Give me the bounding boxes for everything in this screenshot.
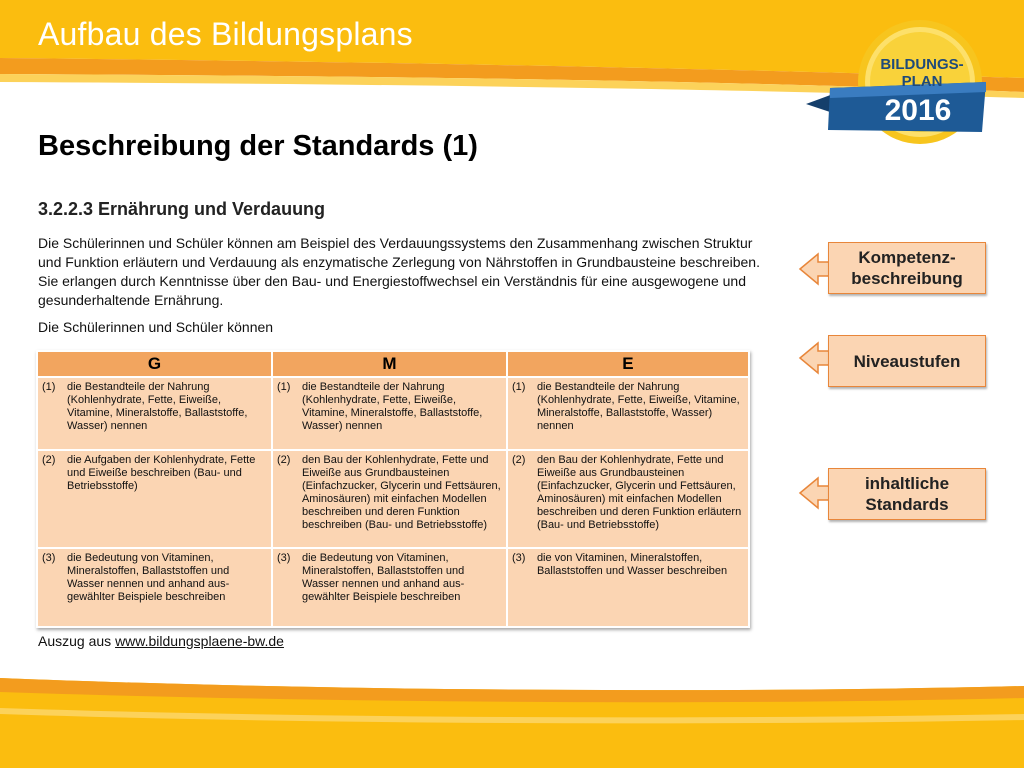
item-number: (3): [511, 552, 526, 564]
table-cell: [38, 549, 271, 626]
table-cell: [38, 451, 271, 547]
source-note: [38, 633, 284, 649]
item-text: den Bau der Kohlenhydrate, Fette und Eiweiße aus Grundbausteinen (Einfachzucker, Glycerin und Fettsäuren, Aminosäuren) mit einfachen Modellen beschreiben und deren Funktion erläutern (Bau- und Betriebsstoffe): [536, 454, 742, 531]
table-cell: [273, 451, 506, 547]
column-header-g: G: [38, 352, 271, 376]
item-number: (3): [276, 552, 291, 564]
callout-niveau-label: Niveaustufen: [828, 335, 986, 387]
bildungsplan-badge: [800, 18, 990, 158]
item-text: die Aufgaben der Kohlenhydrate, Fette und Eiweiße beschreiben (Bau- und Betriebsstoffe): [67, 454, 256, 492]
item-number: (1): [511, 381, 526, 393]
callout-kompetenz: [798, 242, 988, 296]
table-row: [38, 378, 748, 449]
badge-label-line1: BILDUNGS-: [880, 56, 964, 73]
item-text: die Bestandteile der Nahrung (Kohlenhydrate, Fette, Eiweiße, Vitamine, Mineralstoffe, Ballaststoffe, Wasser) nennen: [67, 381, 248, 432]
footer-band: [0, 648, 1024, 768]
column-header-m: M: [273, 352, 506, 376]
page-title: Beschreibung der Standards (1): [38, 130, 478, 162]
standards-table: [36, 350, 750, 628]
item-number: (1): [42, 381, 56, 393]
item-text: die Bedeutung von Vitaminen, Mineralstoffen, Ballaststoffen und Wasser nennen und anhand aus-gewählter Beispiele beschreiben: [67, 552, 230, 603]
badge-label-line2: PLAN: [901, 73, 943, 90]
header-title: Aufbau des Bildungsplans: [38, 16, 413, 52]
item-number: (1): [276, 381, 291, 393]
badge-year: 2016: [884, 94, 952, 127]
item-text: die von Vitaminen, Mineralstoffen, Ballaststoffen und Wasser beschreiben: [536, 552, 728, 577]
source-prefix: Auszug aus: [38, 633, 116, 649]
source-link[interactable]: www.bildungsplaene-bw.de: [115, 633, 284, 649]
item-number: (2): [276, 454, 291, 466]
callout-kompetenz-label: Kompetenz- beschreibung: [828, 242, 986, 294]
table-cell: [273, 378, 506, 449]
item-text: den Bau der Kohlenhydrate, Fette und Eiweiße aus Grundbausteinen (Einfachzucker, Glycerin und Fettsäuren, Aminosäuren) mit einfachen Modellen beschreiben und deren Funktion beschreiben (Bau- und Betriebsstoffe): [301, 454, 501, 531]
table-cell: [38, 378, 271, 449]
lead-sentence: Die Schülerinnen und Schüler können: [38, 319, 274, 335]
item-number: (3): [42, 552, 56, 564]
callout-inhalt: [798, 468, 988, 522]
column-header-e: E: [508, 352, 748, 376]
footer-wave-graphic: [0, 648, 1024, 768]
callout-niveau: [798, 335, 988, 389]
item-number: (2): [511, 454, 526, 466]
item-number: (2): [42, 454, 56, 466]
table-cell: [273, 549, 506, 626]
callout-inhalt-label: inhaltliche Standards: [828, 468, 986, 520]
table-cell: [508, 378, 748, 449]
section-heading: 3.2.2.3 Ernährung und Verdauung: [38, 199, 326, 219]
table-row: [38, 549, 748, 626]
intro-paragraph: Die Schülerinnen und Schüler können am Beispiel des Verdauungssystems den Zusammenhang zwischen Struktur und Funktion erläutern und Verdauung als enzymatische Zerlegung von Nährstoffen in Grundbausteine beschreiben. Sie erlangen durch Kenntnisse über den Bau- und Energiestoffwechsel ein Verständnis für eine ausgewogene und gesunderhaltende Ernährung.: [38, 235, 760, 308]
item-text: die Bedeutung von Vitaminen, Mineralstoffen, Ballaststoffen und Wasser nennen und anhand aus-gewählter Beispiele beschreiben: [301, 552, 465, 603]
table-cell: [508, 451, 748, 547]
table-header-row: [38, 352, 748, 376]
item-text: die Bestandteile der Nahrung (Kohlenhydrate, Fette, Eiweiße, Vitamine, Mineralstoffe, Ballaststoffe, Wasser) nennen: [536, 381, 740, 432]
table-cell: [508, 549, 748, 626]
table-row: [38, 451, 748, 547]
item-text: die Bestandteile der Nahrung (Kohlenhydrate, Fette, Eiweiße, Vitamine, Mineralstoffe, Ballaststoffe, Wasser) nennen: [301, 381, 483, 432]
